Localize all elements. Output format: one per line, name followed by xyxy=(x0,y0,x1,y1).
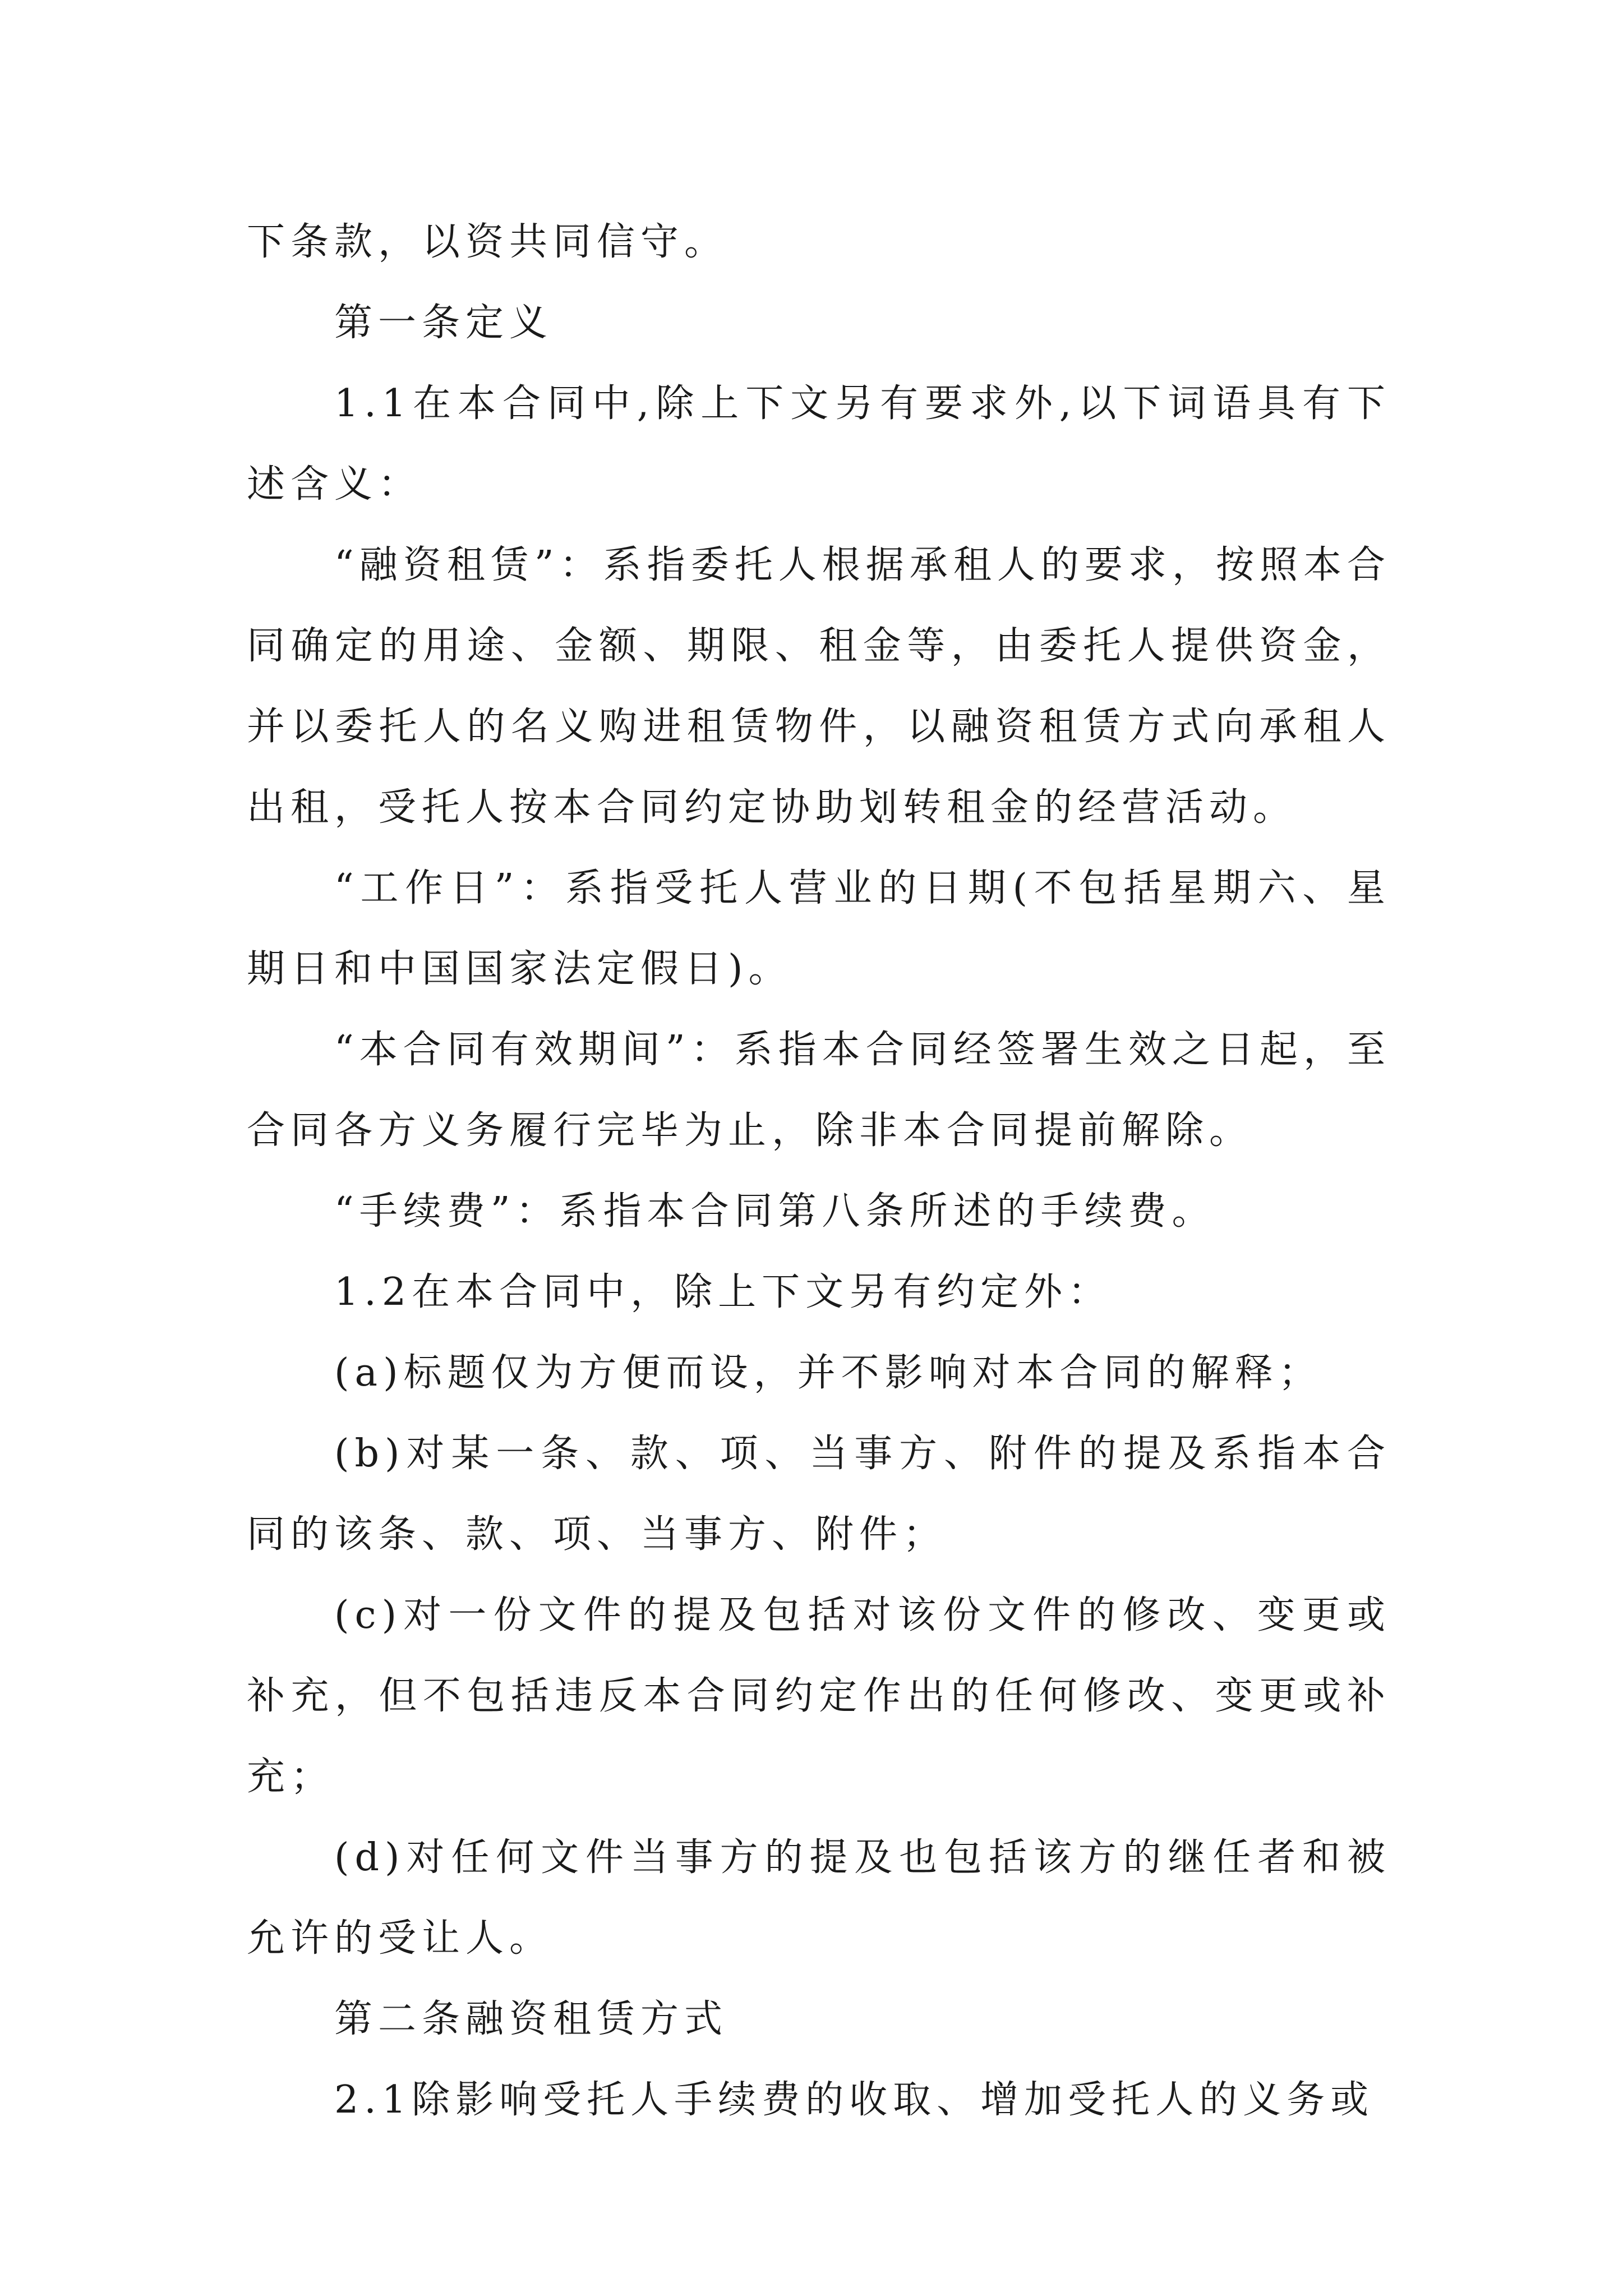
clause-b: (b)对某一条、款、项、当事方、附件的提及系指本合同的该条、款、项、当事方、附件； xyxy=(247,1432,1391,1557)
definition-working-day: “工作日”：系指受托人营业的日期(不包括星期六、星期日和中国国家法定假日)。 xyxy=(247,866,1391,991)
clause-a: (a)标题仅为方便而设，并不影响对本合同的解释； xyxy=(334,1351,1322,1395)
definition-contract-term: “本合同有效期间”：系指本合同经签署生效之日起，至合同各方义务履行完毕为止，除非本合同提前解除。 xyxy=(247,1028,1391,1153)
clause-c: (c)对一份文件的提及包括对该份文件的修改、变更或补充，但不包括违反本合同约定作出的任何修改、变更或补充； xyxy=(247,1593,1391,1799)
paragraph-opening-clause: 下条款，以资共同信守。 xyxy=(247,220,728,264)
definition-fee: “手续费”：系指本合同第八条所述的手续费。 xyxy=(334,1189,1216,1234)
heading-article-1: 第一条定义 xyxy=(334,301,554,345)
definition-finance-lease: “融资租赁”：系指委托人根据承租人的要求，按照本合同确定的用途、金额、期限、租金等，由委托人提供资金，并以委托人的名义购进租赁物件，以融资租赁方式向承租人出租，受托人按本合同约定协助划转租金的经营活动。 xyxy=(247,543,1391,830)
paragraph-1-1: 1.1在本合同中,除上下文另有要求外,以下词语具有下述含义： xyxy=(247,381,1391,507)
clause-d: (d)对任何文件当事方的提及也包括该方的继任者和被允许的受让人。 xyxy=(247,1835,1391,1961)
paragraph-1-2: 1.2在本合同中，除上下文另有约定外： xyxy=(334,1270,1112,1314)
heading-article-2: 第二条融资租赁方式 xyxy=(334,1997,728,2041)
document-body xyxy=(247,202,1391,2141)
paragraph-2-1: 2.1除影响受托人手续费的收取、增加受托人的义务或 xyxy=(334,2078,1375,2122)
